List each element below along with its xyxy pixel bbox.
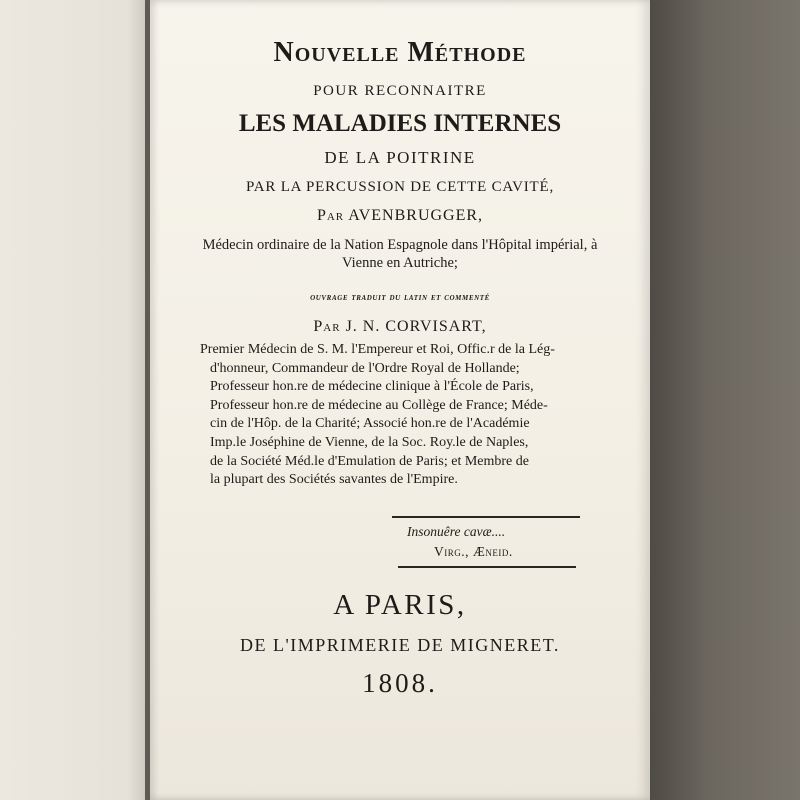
title-page <box>150 0 650 800</box>
facing-page <box>0 0 145 800</box>
epigraph-source: Virg., Æneid. <box>434 544 513 559</box>
credit-line: cin de l'Hôp. de la Charité; Associé hon.re de l'Académie <box>210 416 530 432</box>
title-line-5: PAR LA PERCUSSION DE CETTE CAVITÉ, <box>245 179 555 195</box>
title-line-3: LES MALADIES INTERNES <box>238 110 562 137</box>
credit-line: Professeur hon.re de médecine clinique à l'École de Paris, <box>210 379 534 395</box>
credit-line: Professeur hon.re de médecine au Collège de France; Méde- <box>210 397 548 413</box>
epigraph-rule-bottom <box>398 566 576 568</box>
title-line-1: Nouvelle Méthode <box>273 37 527 68</box>
credit-line: Imp.le Joséphine de Vienne, de la Soc. Roy.le de Naples, <box>210 434 529 450</box>
credit-line: la plupart des Sociétés savantes de l'Empire. <box>210 472 458 488</box>
translator-credits <box>200 341 620 490</box>
author-line: Par AVENBRUGGER, <box>316 207 484 224</box>
epigraph-quote: Insonuêre cavæ.... <box>407 524 506 539</box>
imprint-place: A PARIS, <box>333 589 467 621</box>
translator-line: Par J. N. CORVISART, <box>313 318 487 335</box>
title-line-2: POUR RECONNAITRE <box>313 83 487 99</box>
credit-line: d'honneur, Commandeur de l'Ordre Royal de Hollande; <box>210 360 520 376</box>
title-line-4: DE LA POITRINE <box>324 148 476 167</box>
epigraph-rule-top <box>392 516 580 518</box>
translation-note: ouvrage traduit du latin et commenté <box>310 292 490 303</box>
imprint-printer: DE L'IMPRIMERIE DE MIGNERET. <box>240 635 560 655</box>
credit-line: de la Société Méd.le d'Emulation de Paris; et Membre de <box>210 453 529 469</box>
credit-line: Premier Médecin de S. M. l'Empereur et Roi, Offic.r de la Lég- <box>200 342 555 357</box>
background-surface <box>648 0 800 800</box>
author-affiliation: Médecin ordinaire de la Nation Espagnole dans l'Hôpital impérial, à Vienne en Autriche; <box>202 237 598 271</box>
imprint-year: 1808. <box>362 668 438 698</box>
